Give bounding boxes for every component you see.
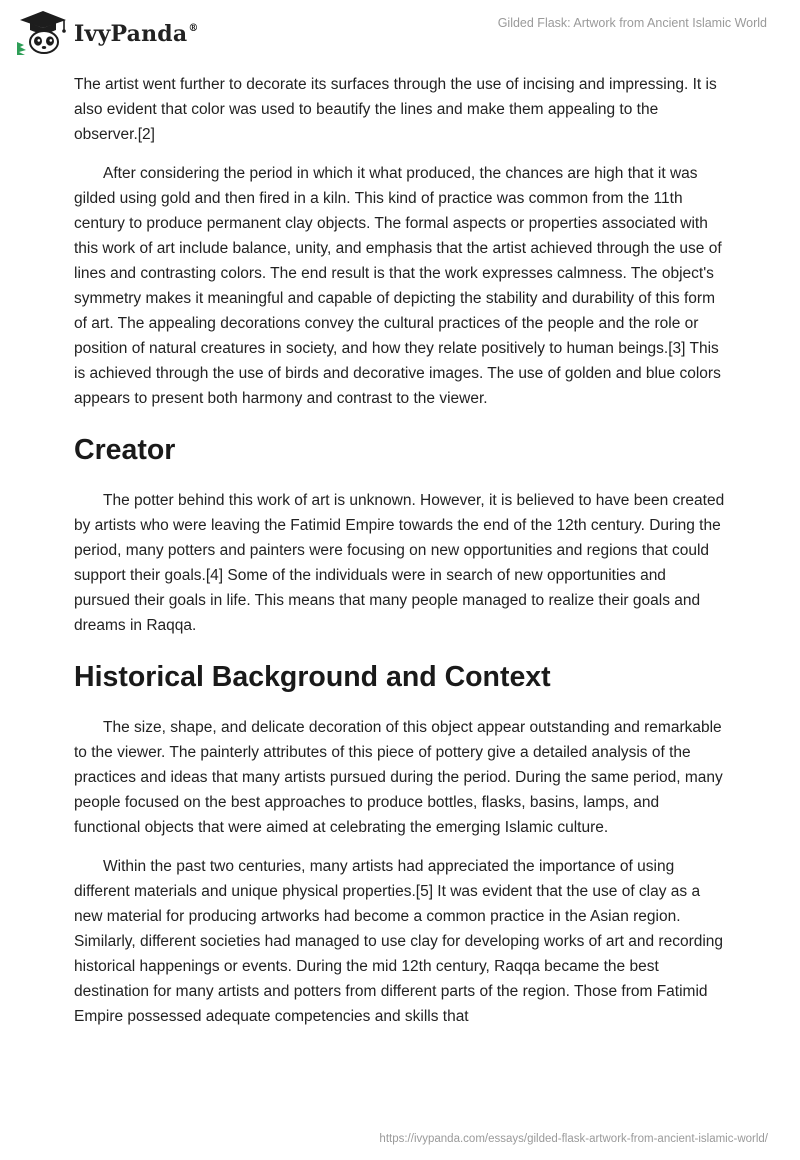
heading-creator: Creator [74,434,176,466]
ivypanda-logo[interactable] [14,8,199,56]
page-header [0,0,800,70]
registered-mark: ® [188,23,199,34]
paragraph-3: The potter behind this work of art is unknown. However, it is believed to have been created by artists who were leaving the Fatimid Empire towards the end of the 12th century. During the period, many potters and painters were focusing on new opportunities and regions that could support their goals.[4] Some of the individuals were in search of new opportunities and pursued their goals in life. This means that many people managed to realize their goals and dreams in Raqqa. [74,492,725,634]
source-url[interactable]: https://ivypanda.com/essays/gilded-flask-artwork-from-ancient-islamic-world/ [379,1133,768,1145]
paragraph-4: The size, shape, and delicate decoration of this object appear outstanding and remarkable to the viewer. The painterly attributes of this piece of pottery give a detailed analysis of the practices and ideas that many artists pursued during the period. During the same period, many people focused on the best approaches to produce bottles, flasks, basins, lamps, and functional objects that were aimed at celebrating the emerging Islamic culture. [74,719,723,836]
panda-graduate-icon [14,8,72,56]
paragraph-1: The artist went further to decorate its surfaces through the use of incising and impressing. It is also evident that color was used to beautify the lines and make them appealing to the observer.[2] [74,76,717,143]
paragraph-5: Within the past two centuries, many artists had appreciated the importance of using different materials and unique physical properties.[5] It was evident that the use of clay as a new material for producing artworks had become a common practice in the Asian region. Similarly, different societies had managed to use clay for developing works of art and recording historical happenings or events. During the mid 12th century, Raqqa became the best destination for many artists and potters from different parts of the region. Those from Fatimid Empire possessed adequate competencies and skills that [74,858,724,1025]
heading-historical-background: Historical Background and Context [74,661,551,693]
paragraph-2: After considering the period in which it what produced, the chances are high that it was gilded using gold and then fired in a kiln. This kind of practice was common from the 11th century to produce permanent clay objects. The formal aspects or properties associated with this work of art include balance, unity, and emphasis that the artist achieved through the use of lines and contrasting colors. The end result is that the work expresses calmness. The object's symmetry makes it meaningful and capable of depicting the stability and durability of this form of art. The appealing decorations convey the cultural practices of the people and the role or position of natural creatures in society, and how they relate positively to human beings.[3] This is achieved through the use of birds and decorative images. The use of golden and blue colors appears to present both harmony and contrast to the viewer. [74,165,722,407]
article-body [74,72,726,1043]
brand-name: IvyPanda® [74,21,199,47]
document-title: Gilded Flask: Artwork from Ancient Islamic World [497,16,767,30]
